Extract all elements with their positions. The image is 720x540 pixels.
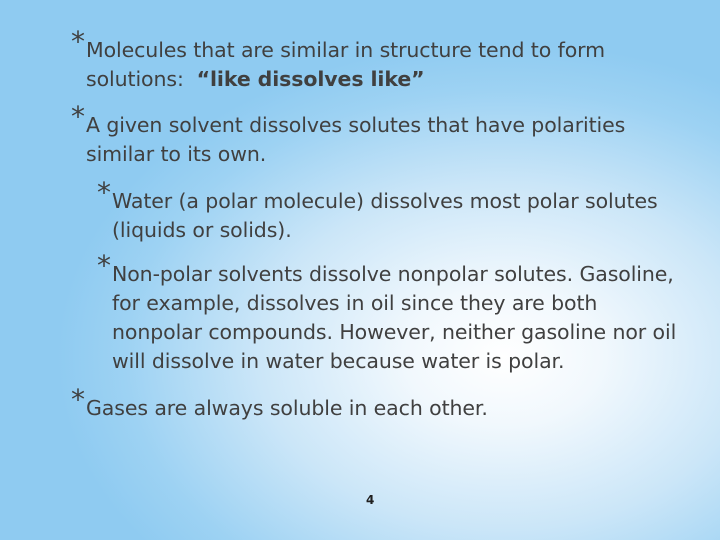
- bullet-solvent-polarity: [71, 100, 626, 169]
- bullet-marker: *: [71, 100, 85, 133]
- bullet-text-line: nonpolar compounds. However, neither gasoline nor oil: [112, 320, 677, 344]
- page-number: 4: [366, 493, 375, 507]
- bullet-marker: *: [97, 176, 111, 209]
- bullet-text-line: Non-polar solvents dissolve nonpolar solutes. Gasoline,: [112, 262, 674, 286]
- bullet-text-line: Water (a polar molecule) dissolves most polar solutes: [112, 189, 658, 213]
- bullet-marker: *: [71, 25, 85, 58]
- emphasis-text: “like dissolves like”: [196, 67, 425, 91]
- bullet-text-line: Gases are always soluble in each other.: [86, 396, 488, 420]
- bullet-text-line: (liquids or solids).: [112, 218, 292, 242]
- bullet-text-line: for example, dissolves in oil since they are both: [112, 291, 598, 315]
- bullet-marker: *: [71, 383, 85, 416]
- sub-bullet-water: [97, 176, 658, 245]
- bullet-text-line: Molecules that are similar in structure tend to form: [86, 38, 605, 62]
- bullet-text-line: A given solvent dissolves solutes that have polarities: [86, 113, 626, 137]
- bullet-gases: [71, 383, 488, 423]
- bullet-marker: *: [97, 249, 111, 282]
- bullet-text-line: will dissolve in water because water is polar.: [112, 349, 565, 373]
- bullet-text-segment: solutions:: [86, 67, 197, 91]
- sub-bullet-nonpolar: [97, 249, 677, 376]
- bullet-text-line: similar to its own.: [86, 142, 267, 166]
- bullet-text-line: [86, 65, 605, 94]
- bullet-like-dissolves-like: [71, 25, 605, 94]
